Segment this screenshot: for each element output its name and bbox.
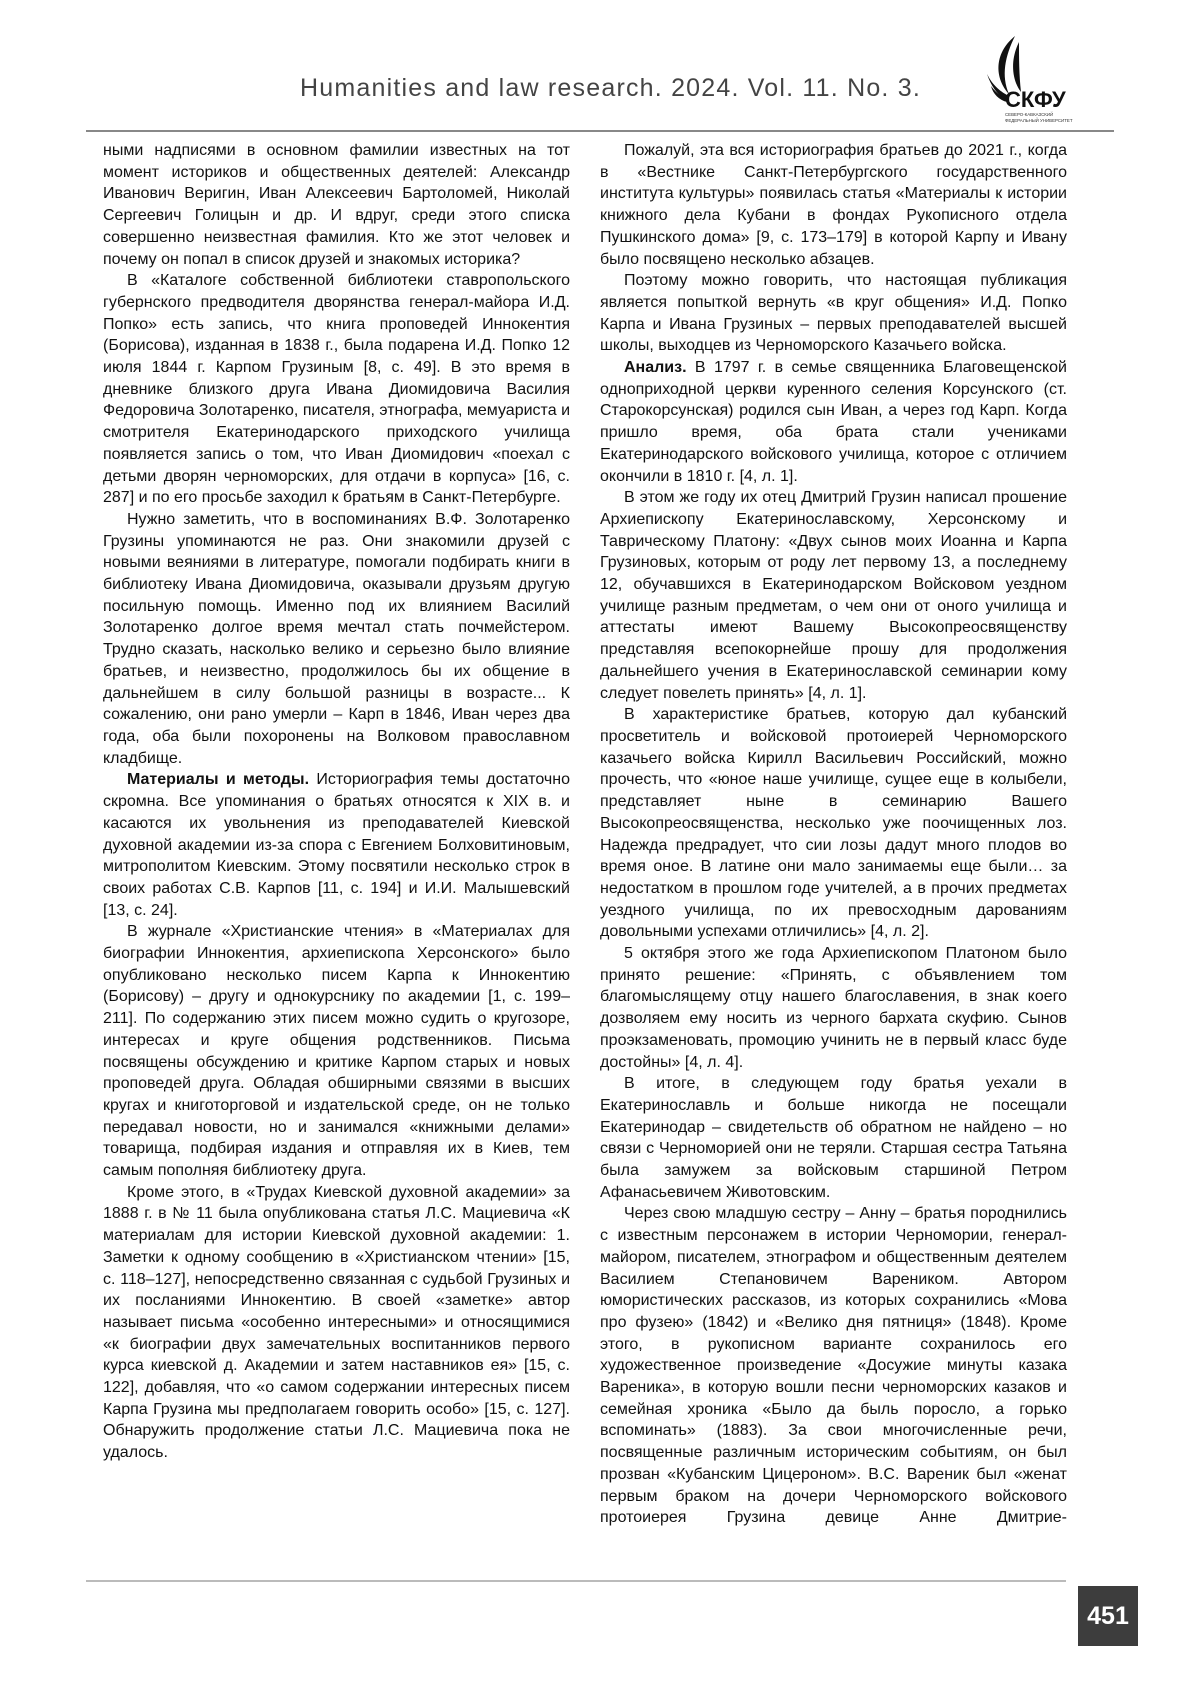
paragraph: В итоге, в следующем году братья уехали в Екатеринославль и больше никогда не посещали Екатеринодар – свидетельств об обратном не найдено – но связи с Черноморией они не теряли. Старшая сестра Татьяна была замужем за войсковым старшиной Петром Афанасьевичем Животовским. <box>600 1073 1067 1203</box>
journal-title: Humanities and law research. 2024. Vol. 11. No. 3. <box>300 74 921 102</box>
paragraph: В «Каталоге собственной библиотеки ставропольского губернского предводителя дворянства генерал-майора И.Д. Попко» есть запись, что книга проповедей Иннокентия (Борисова), изданная в 1838 г., была подарена И.Д. Попко 12 июля 1844 г. Карпом Грузиным [8, с. 49]. В это время в дневнике близкого друга Ивана Диомидовича Василия Федоровича Золотаренко, писателя, этнографа, мемуариста и смотрителя Екатеринодарского приходского училища появляется запись о том, что Иван Диомидович «поехал с детьми дворян черноморских, для отдачи в корпуса» [16, с. 287] и по его просьбе заходил к братьям в Санкт-Петербурге. <box>103 270 570 509</box>
section-heading: Материалы и методы. <box>127 771 309 788</box>
svg-text:СЕВЕРО-КАВКАЗСКИЙ: СЕВЕРО-КАВКАЗСКИЙ <box>1005 112 1053 117</box>
paragraph-analysis <box>600 357 1067 487</box>
section-heading: Анализ. <box>624 359 687 376</box>
left-column <box>103 140 570 1464</box>
paragraph: В характеристике братьев, которую дал кубанский просветитель и войсковой протоиерей Черноморского казачьего войска Кирилл Васильевич Российский, можно прочесть, что «юное наше училище, сущее еще в колыбели, представляет ныне в семинарию Вашего Высокопреосвященства, несколько уже поочищенных лоз. Надежда предрадует, что сии лозы дадут много плодов во время оное. В латине они мало занимаемы еще были… за недостатком в прошлом годе учителей, а в прочих предметах уездного училища, по их превосходным дарованиям довольными успехами отличились» [4, л. 2]. <box>600 704 1067 943</box>
svg-text:СКФУ: СКФУ <box>1005 87 1066 112</box>
paragraph: Кроме этого, в «Трудах Киевской духовной академии» за 1888 г. в № 11 была опубликована статья Л.С. Мациевича «К материалам для истории Киевской духовной академии: 1. Заметки к одному сообщению в «Христианском чтении» [15, с. 118–127], непосредственно связанная с судьбой Грузиных и их посланиями Иннокентию. В своей «заметке» автор называет письма «особенно интересными» и относящимися «к биографии двух замечательных воспитанников первого курса киевской д. Академии и затем наставников ея» [15, с. 122], добавляя, что «о самом содержании интересных писем Карпа Грузина мы предполагаем говорить особо» [15, с. 127]. Обнаружить продолжение статьи Л.С. Мациевича пока не удалось. <box>103 1182 570 1464</box>
svg-text:ФЕДЕРАЛЬНЫЙ УНИВЕРСИТЕТ: ФЕДЕРАЛЬНЫЙ УНИВЕРСИТЕТ <box>1005 118 1073 123</box>
paragraph: В журнале «Христианские чтения» в «Материалах для биографии Иннокентия, архиепископа Херсонского» было опубликовано несколько писем Карпа к Иннокентию (Борисову) – другу и однокурснику по академии [1, с. 199–211]. По содержанию этих писем можно судить о кругозоре, интересах и круге общения родственников. Письма посвящены обсуждению и критике Карпом старых и новых проповедей друга. Обладая обширными связями в высших кругах и книготорговой и издательской среде, он не только передавал новости, но и занимался «книжными делами» товарища, подбирая издания и отправляя их в Киев, тем самым пополняя библиотеку друга. <box>103 921 570 1181</box>
footer-divider <box>86 1580 1066 1582</box>
paragraph-text: В 1797 г. в семье священника Благовещенской одноприходной церкви куренного селения Корсунского (ст. Старокорсунская) родился сын Иван, а через год Карп. Когда пришло время, оба брата стали учениками Екатеринодарского войскового училища, которое с отличием окончили в 1810 г. [4, л. 1]. <box>600 359 1067 485</box>
paragraph: В этом же году их отец Дмитрий Грузин написал прошение Архиепископу Екатеринославскому, Херсонскому и Таврическому Платону: «Двух сынов моих Иоанна и Карпа Грузиновых, которым от роду лет первому 13, а последнему 12, обучавшихся в Екатеринодарском Войсковом уездном училище разным предметам, о чем они от оного училища и аттестаты имеют Вашему Высокопреосвященству представляя всепокорнейше прошу для продолжения дальнейшего учения в Екатеринославской семинарии кому следует повелеть принять» [4, л. 1]. <box>600 487 1067 704</box>
university-logo <box>975 34 1085 126</box>
paragraph: Через свою младшую сестру – Анну – братья породнились с известным персонажем в истории Черномории, генерал-майором, писателем, этнографом и общественным деятелем Василием Степановичем Вареником. Автором юмористических рассказов, из которых сохранились «Мова про фузею» (1842) и «Велико дня пятниця» (1848). Кроме этого, в рукописном варианте сохранилось его художественное произведение «Досужие минуты казака Вареника», в которую вошли песни черноморских казаков и семейная хроника «Было да быль поросло, а горько вспоминать» (1883). За свои многочисленные речи, посвященные различным историческим событиям, он был прозван «Кубанским Цицероном». В.С. Вареник был «женат первым браком на дочери Черноморского войскового протоиерея Грузина девице Анне Дмитрие- <box>600 1203 1067 1529</box>
paragraph: Пожалуй, эта вся историография братьев до 2021 г., когда в «Вестнике Санкт-Петербургского государственного института культуры» появилась статья «Материалы к истории книжного дела Кубани в фондах Рукописного отдела Пушкинского дома» [9, с. 173–179] в которой Карпу и Ивану было посвящено несколько абзацев. <box>600 140 1067 270</box>
paragraph: Поэтому можно говорить, что настоящая публикация является попыткой вернуть «в круг общения» И.Д. Попко Карпа и Ивана Грузиных – первых преподавателей высшей школы, выходцев из Черноморского Казачьего войска. <box>600 270 1067 357</box>
header-divider <box>86 130 1114 132</box>
journal-running-header <box>300 74 900 103</box>
paragraph: Нужно заметить, что в воспоминаниях В.Ф. Золотаренко Грузины упоминаются не раз. Они знакомили друзей с новыми веяниями в литературе, помогали подбирать книги в библиотеку Ивана Диомидовича, оказывали друзьям другую посильную помощь. Именно под их влиянием Василий Золотаренко долгое время мечтал стать почмейстером. Трудно сказать, насколько велико и серьезно было влияние братьев, и неизвестно, продолжилось бы их общение в дальнейшем в силу большой разницы в возрасте... К сожалению, они рано умерли – Карп в 1846, Иван через два года, оба были похоронены на Волковом православном кладбище. <box>103 509 570 769</box>
feather-logo-icon <box>975 34 1085 126</box>
paragraph: 5 октября этого же года Архиепископом Платоном было принято решение: «Принять, с объявлением том благомыслящему отцу нашего благославения, в знак коего дозволяем ему носить из черного бархата скуфию. Сынов проэкзаменовать, промоцию учинить не в первый класс буде достойны» [4, л. 4]. <box>600 943 1067 1073</box>
page-number: 451 <box>1078 1586 1138 1646</box>
paragraph: ными надписями в основном фамилии известных на тот момент историков и общественных деятелей: Александр Иванович Веригин, Иван Алексеевич Бартоломей, Николай Сергеевич Голицын и др. И вдруг, среди этого списка совершенно неизвестная фамилия. Кто же этот человек и почему он попал в список друзей и знакомых историка? <box>103 140 570 270</box>
paragraph-text: Историография темы достаточно скромна. Все упоминания о братьях относятся к XIX в. и касаются их увольнения из преподавателей Киевской духовной академии из-за спора с Евгением Болховитиновым, митрополитом Киевским. Этому посвятили несколько строк в своих работах С.В. Карпов [11, с. 194] и И.И. Малышевский [13, с. 24]. <box>103 771 570 918</box>
paragraph-materials-methods <box>103 769 570 921</box>
right-column <box>600 140 1067 1529</box>
